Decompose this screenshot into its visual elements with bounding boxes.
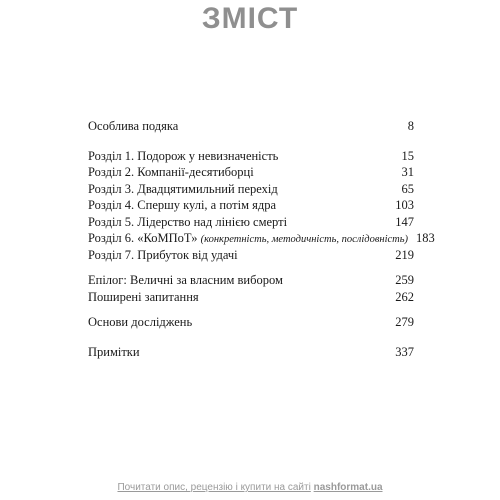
toc-entry-page: 103: [395, 198, 414, 212]
toc-entry-page: 259: [395, 273, 414, 287]
table-of-contents: [88, 118, 435, 360]
toc-entry-page: 279: [395, 315, 414, 329]
toc-entry-label: Розділ 2. Компанії-десятиборці: [88, 165, 254, 179]
toc-entry-label: Розділ 7. Прибуток від удачі: [88, 247, 238, 262]
footer-site-link[interactable]: nashformat.ua: [313, 482, 383, 493]
toc-entry-research-foundations: [88, 314, 414, 331]
toc-entry-page: 183: [416, 231, 435, 245]
toc-entry-label: Розділ 5. Лідерство над лінією смерті: [88, 214, 288, 229]
toc-entry-label: Примітки: [88, 344, 140, 359]
toc-entry-note: (конкретність, методичність, послідовність): [200, 234, 409, 245]
toc-entry-page: 31: [401, 165, 414, 179]
footer-promo: [0, 482, 500, 493]
toc-entry-chapter-4: [88, 197, 414, 214]
toc-entry-label: Епілог: Величні за власним вибором: [88, 273, 283, 287]
toc-entry-acknowledgements: [88, 118, 414, 135]
toc-entry-chapter-6: [88, 230, 435, 247]
toc-entry-label: Основи досліджень: [88, 315, 193, 329]
toc-entry-page: 262: [395, 289, 414, 304]
toc-entry-label: Розділ 4. Спершу кулі, а потім ядра: [88, 198, 277, 212]
toc-entry-label: Особлива подяка: [88, 119, 179, 133]
toc-entry-page: 15: [401, 148, 414, 163]
toc-entry-label: Розділ 6. «КоМПоТ»: [88, 231, 198, 245]
toc-entry-chapter-5: [88, 214, 414, 231]
toc-entry-label: Поширені запитання: [88, 289, 199, 304]
toc-entry-page: 337: [395, 344, 414, 359]
toc-entry-page: 219: [395, 247, 414, 262]
toc-entry-label: Розділ 1. Подорож у невизначеність: [88, 148, 279, 163]
toc-entry-chapter-1: [88, 148, 414, 165]
toc-entry-chapter-7: [88, 247, 414, 264]
toc-entry-chapter-3: [88, 181, 414, 198]
toc-entry-page: 8: [407, 119, 414, 133]
toc-entry-notes: [88, 344, 414, 361]
page-title: ЗМІСТ: [201, 2, 299, 35]
toc-entry-page: 147: [395, 214, 414, 229]
toc-entry-page: 65: [401, 181, 414, 196]
toc-entry-faq: [88, 289, 414, 306]
footer-promo-text[interactable]: Почитати опис, рецензію і купити на сайті: [117, 482, 311, 493]
toc-entry-epilogue: [88, 272, 414, 289]
toc-entry-label: Розділ 3. Двадцятимильний перехід: [88, 181, 278, 196]
toc-entry-chapter-2: [88, 164, 414, 181]
